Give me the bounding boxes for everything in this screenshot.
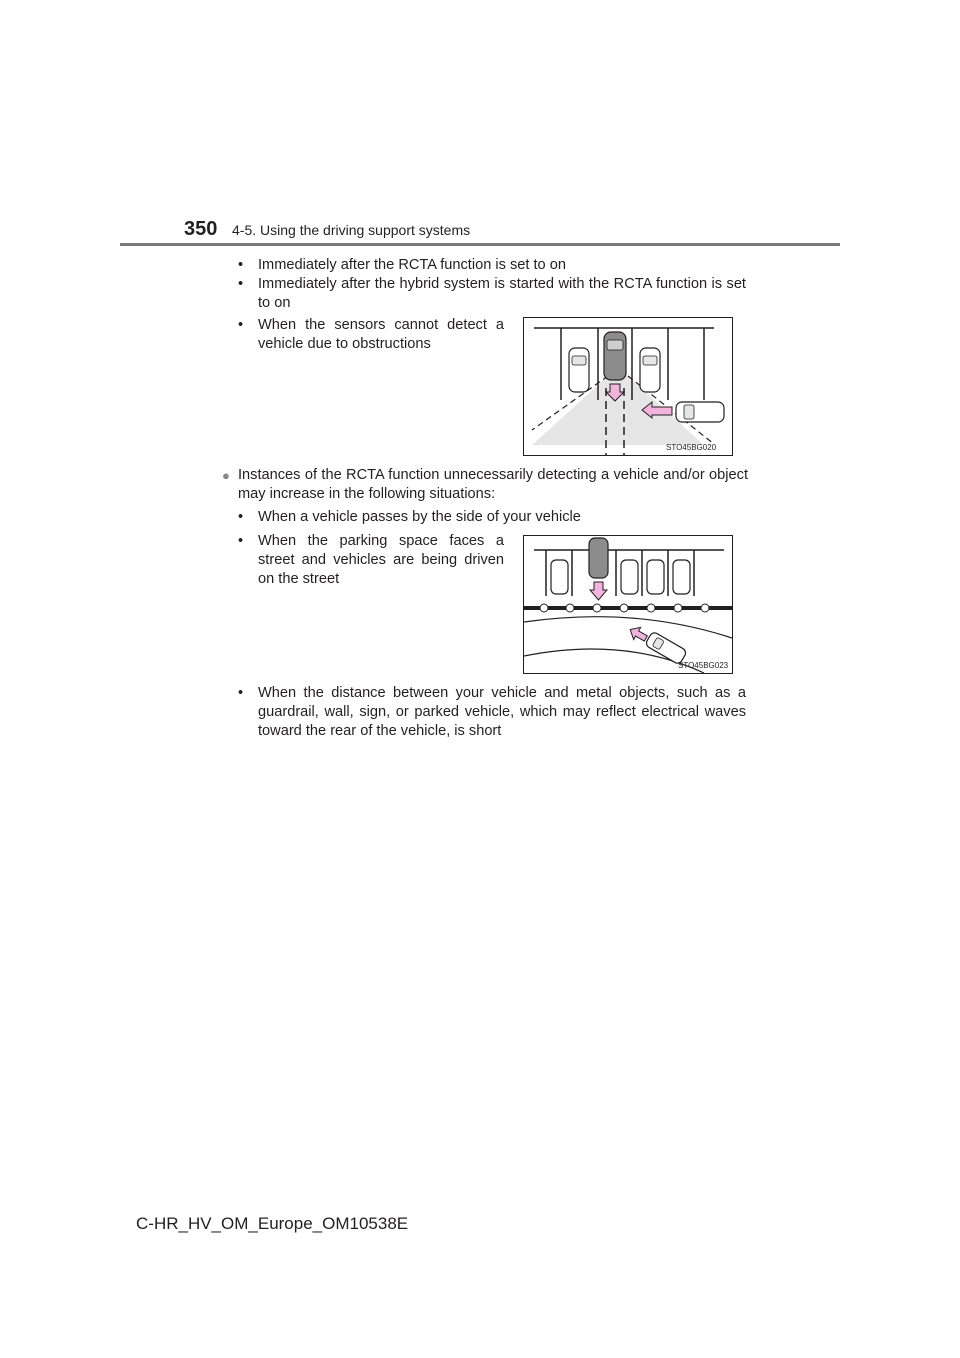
page-number: 350 — [184, 218, 218, 240]
curb-marker — [701, 604, 709, 612]
bullet-text: When a vehicle passes by the side of your vehicle — [258, 509, 581, 525]
vehicle-windshield — [684, 405, 694, 419]
list-item — [238, 256, 746, 275]
section2-bullet — [238, 508, 746, 527]
street-parking-illustration — [524, 536, 732, 673]
bullet-dot: • — [238, 276, 244, 292]
parking-lot-illustration — [524, 318, 732, 455]
own-windshield — [607, 340, 623, 350]
bullet-dot: • — [238, 317, 244, 333]
bullet-text: When the distance between your vehicle and metal objects, such as a guardrail, wall, sign, or parked vehicle, which may reflect electrical waves toward the rear of the vehicle, is short — [258, 685, 746, 739]
circle-bullet-icon: ● — [222, 468, 230, 483]
parked-car-right — [640, 348, 660, 392]
curb-marker — [674, 604, 682, 612]
figure-code: STO45BG020 — [666, 443, 717, 452]
bullet-dot: • — [238, 685, 244, 701]
bullet-text: Immediately after the hybrid system is started with the RCTA function is set to on — [258, 276, 746, 311]
figure1-caption — [238, 316, 504, 354]
figure-code: STO45BG023 — [678, 661, 729, 670]
road-edge-upper — [524, 617, 732, 638]
list-item — [238, 508, 746, 527]
passing-arrow — [627, 623, 650, 644]
last-bullet — [238, 684, 746, 741]
footer-doc-id: C-HR_HV_OM_Europe_OM10538E — [136, 1214, 409, 1233]
caption-text: When the parking space faces a street and vehicles are being driven on the street — [258, 533, 504, 587]
section2-intro — [222, 466, 748, 504]
curb-marker — [540, 604, 548, 612]
parked-car — [621, 560, 638, 594]
figure-street-parking — [523, 535, 733, 674]
curb-marker — [566, 604, 574, 612]
figure-sensor-obstruction — [523, 317, 733, 456]
intro-text: Instances of the RCTA function unnecessarily detecting a vehicle and/or object may increase in the following situations: — [238, 467, 748, 502]
car-windshield — [572, 356, 586, 365]
reverse-arrow — [590, 582, 607, 600]
section-title: 4-5. Using the driving support systems — [232, 222, 471, 238]
list-item — [238, 684, 746, 741]
own-vehicle — [589, 538, 608, 578]
curb-marker — [647, 604, 655, 612]
bullet-dot: • — [238, 533, 244, 549]
parked-car — [647, 560, 664, 594]
top-bullet-list — [238, 256, 746, 313]
curb-marker — [593, 604, 601, 612]
figure2-caption — [238, 532, 504, 589]
approaching-vehicle — [676, 402, 724, 422]
parked-car — [673, 560, 690, 594]
bullet-text: Immediately after the RCTA function is set to on — [258, 257, 566, 273]
bullet-dot: • — [238, 509, 244, 525]
bullet-dot: • — [238, 257, 244, 273]
parked-car-left — [569, 348, 589, 392]
car-windshield — [643, 356, 657, 365]
own-vehicle — [604, 332, 626, 380]
list-item — [238, 275, 746, 313]
passing-vehicle — [645, 631, 688, 665]
caption-text: When the sensors cannot detect a vehicle due to obstructions — [258, 317, 504, 352]
header-rule — [120, 243, 840, 246]
curb-marker — [620, 604, 628, 612]
parked-car — [551, 560, 568, 594]
